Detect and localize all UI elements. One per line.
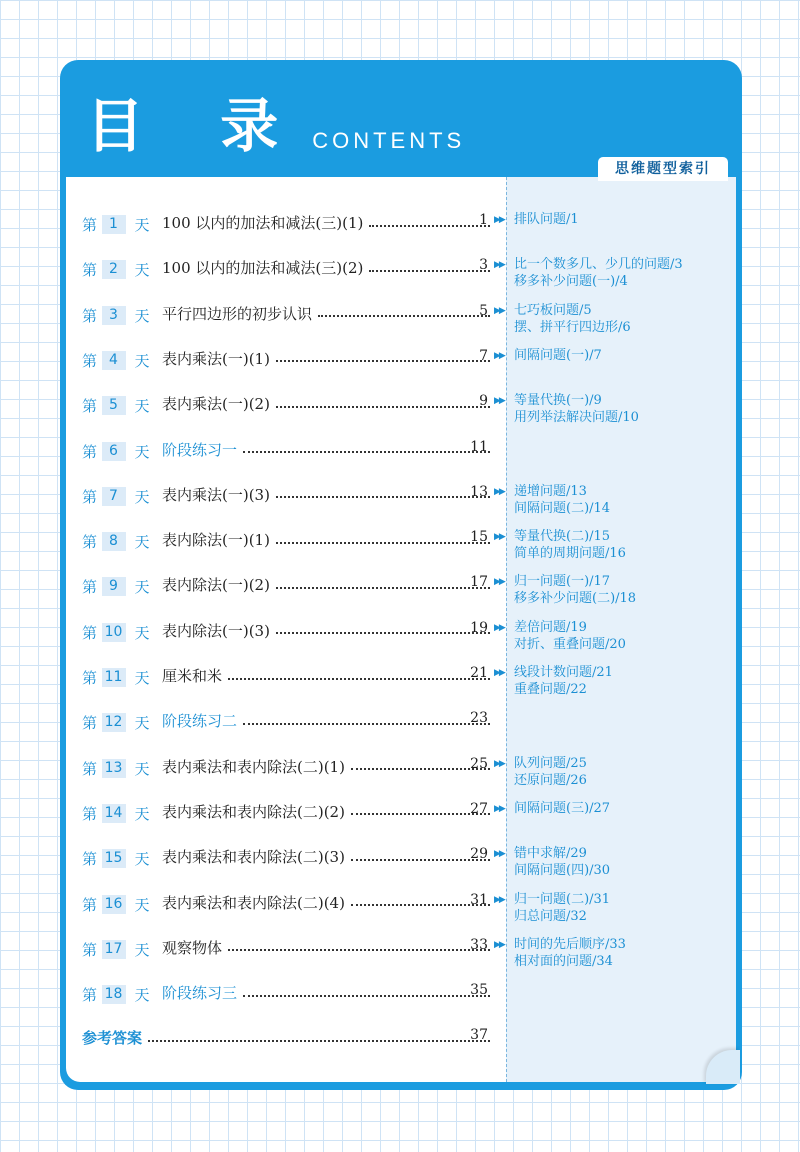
day-number: 5 <box>102 396 126 415</box>
problem-types <box>514 845 742 879</box>
day-number: 3 <box>102 306 126 325</box>
page-number: 35 <box>470 982 488 999</box>
toc-row[interactable] <box>82 929 742 969</box>
day-suffix: 天 <box>134 714 150 733</box>
lesson-title-text: 表内除法(一)(2) <box>162 576 270 595</box>
dot-leader <box>276 496 490 498</box>
double-arrow-icon: ▶▶ <box>494 939 504 950</box>
answers-row[interactable] <box>82 1019 742 1059</box>
day-suffix: 天 <box>134 442 150 461</box>
day-prefix: 第 <box>82 397 98 416</box>
day-number: 9 <box>102 577 126 596</box>
lesson-title <box>162 620 490 641</box>
lesson-title-text: 平行四边形的初步认识 <box>162 304 313 323</box>
double-arrow-icon: ▶▶ <box>494 486 504 497</box>
day-suffix: 天 <box>134 487 150 506</box>
lesson-title <box>162 439 490 460</box>
day-number: 12 <box>102 713 126 732</box>
toc-row[interactable] <box>82 793 742 833</box>
day-prefix: 第 <box>82 487 98 506</box>
day-prefix: 第 <box>82 351 98 370</box>
toc-row[interactable] <box>82 521 742 561</box>
lesson-title-text: 表内乘法和表内除法(二)(4) <box>162 893 345 912</box>
day-suffix: 天 <box>134 759 150 778</box>
double-arrow-icon: ▶▶ <box>494 803 504 814</box>
day-number: 6 <box>102 442 126 461</box>
page-number: 13 <box>470 483 488 500</box>
day-prefix: 第 <box>82 306 98 325</box>
day-prefix: 第 <box>82 940 98 959</box>
double-arrow-icon: ▶▶ <box>494 758 504 769</box>
problem-types <box>514 211 742 228</box>
dot-leader <box>276 587 490 589</box>
double-arrow-icon: ▶▶ <box>494 215 504 225</box>
lesson-title-text: 厘米和米 <box>162 667 223 685</box>
lesson-title-text: 表内乘法和表内除法(二)(1) <box>162 757 345 776</box>
lesson-title <box>162 484 490 505</box>
double-arrow-icon: ▶▶ <box>494 577 504 588</box>
double-arrow-icon: ▶▶ <box>494 350 504 361</box>
dot-leader <box>228 678 490 680</box>
day-number: 16 <box>102 895 126 914</box>
day-suffix: 天 <box>134 895 150 914</box>
lesson-title <box>162 937 490 958</box>
day-number: 8 <box>102 532 126 551</box>
toc-row[interactable] <box>82 657 742 697</box>
lesson-title-text: 表内除法(一)(1) <box>162 531 270 550</box>
problem-types <box>514 347 742 364</box>
day-label <box>82 259 150 280</box>
day-suffix: 天 <box>134 306 150 325</box>
problem-type-item[interactable]: 还原问题/26 <box>514 772 587 788</box>
problem-type-item[interactable]: 相对面的问题/34 <box>514 953 613 969</box>
title-subtitle: CONTENTS <box>312 128 466 153</box>
toc-row[interactable] <box>82 748 742 788</box>
day-prefix: 第 <box>82 261 98 280</box>
page-number: 37 <box>470 1027 488 1044</box>
day-suffix: 天 <box>134 397 150 416</box>
lesson-title <box>162 529 490 550</box>
day-label <box>82 803 150 824</box>
toc-row[interactable] <box>82 340 742 380</box>
title-main: 目 录 <box>86 92 307 160</box>
problem-type-item[interactable]: 重叠问题/22 <box>514 682 587 697</box>
problem-type-item[interactable]: 归一问题(二)/31 <box>514 891 611 907</box>
page-number: 17 <box>470 574 488 591</box>
problem-type-item[interactable]: 移多补少问题(二)/18 <box>514 591 637 607</box>
day-number: 7 <box>102 487 126 506</box>
problem-type-item[interactable]: 等量代换(一)/9 <box>514 393 602 409</box>
lesson-title-text: 表内乘法和表内除法(二)(2) <box>162 802 345 821</box>
dot-leader <box>148 1040 490 1042</box>
problem-type-item[interactable]: 差倍问题/19 <box>514 619 587 635</box>
lesson-title-text: 表内除法(一)(3) <box>162 621 270 640</box>
day-prefix: 第 <box>82 533 98 552</box>
day-suffix: 天 <box>134 940 150 959</box>
problem-type-item[interactable]: 队列问题/25 <box>514 755 587 771</box>
day-prefix: 第 <box>82 216 98 234</box>
toc-row[interactable] <box>82 385 742 425</box>
toc-row[interactable] <box>82 838 742 878</box>
problem-types <box>514 256 742 290</box>
lesson-title <box>162 892 490 913</box>
day-prefix: 第 <box>82 804 98 823</box>
day-suffix: 天 <box>134 623 150 642</box>
toc-row[interactable] <box>82 974 742 1014</box>
day-number: 15 <box>102 849 126 868</box>
problem-types <box>514 302 742 336</box>
lesson-title <box>162 348 490 369</box>
problem-types <box>514 891 742 925</box>
lesson-title-text: 观察物体 <box>162 938 223 957</box>
page-number: 21 <box>470 665 488 681</box>
problem-type-item[interactable]: 间隔问题(一)/7 <box>514 347 602 363</box>
day-prefix: 第 <box>82 669 98 687</box>
day-label <box>82 712 150 733</box>
problem-types <box>514 483 742 517</box>
page-number: 33 <box>470 936 488 953</box>
problem-type-item[interactable]: 间隔问题(二)/14 <box>514 500 611 516</box>
problem-type-item[interactable]: 线段计数问题/21 <box>514 665 613 680</box>
problem-type-item[interactable]: 归总问题/32 <box>514 908 587 924</box>
lesson-title <box>162 801 490 822</box>
answers-label: 参考答案 <box>82 1029 143 1048</box>
lesson-title <box>162 982 490 1003</box>
lesson-title-text: 100 以内的加法和减法(三)(2) <box>162 259 364 278</box>
day-prefix: 第 <box>82 895 98 914</box>
day-prefix: 第 <box>82 986 98 1005</box>
lesson-title <box>162 257 490 278</box>
problem-type-item[interactable]: 时间的先后顺序/33 <box>514 936 626 952</box>
page-number: 25 <box>470 755 488 772</box>
page-number: 1 <box>479 212 488 228</box>
double-arrow-icon: ▶▶ <box>494 532 504 543</box>
day-prefix: 第 <box>82 442 98 461</box>
dot-leader <box>243 995 490 997</box>
lesson-title <box>162 393 490 414</box>
double-arrow-icon: ▶▶ <box>494 260 504 271</box>
day-suffix: 天 <box>134 261 150 280</box>
lesson-title-text: 100 以内的加法和减法(三)(1) <box>162 214 364 232</box>
dot-leader <box>318 315 490 317</box>
day-number: 13 <box>102 759 126 778</box>
problem-types <box>514 528 742 562</box>
double-arrow-icon: ▶▶ <box>494 849 504 860</box>
problem-type-item[interactable]: 摆、拼平行四边形/6 <box>514 319 631 335</box>
day-suffix: 天 <box>134 986 150 1005</box>
day-label <box>82 622 150 643</box>
lesson-title <box>162 212 490 233</box>
problem-type-item[interactable]: 排队问题/1 <box>514 212 579 227</box>
double-arrow-icon: ▶▶ <box>494 622 504 633</box>
lesson-title <box>162 846 490 867</box>
day-prefix: 第 <box>82 578 98 597</box>
page-number: 23 <box>470 710 488 727</box>
day-label <box>82 758 150 779</box>
day-label <box>82 486 150 507</box>
problem-type-item[interactable]: 间隔问题(四)/30 <box>514 863 611 879</box>
lesson-title-text: 阶段练习二 <box>162 712 238 731</box>
day-number: 1 <box>102 215 126 234</box>
day-label <box>82 939 150 960</box>
toc-row[interactable] <box>82 612 742 652</box>
dot-leader <box>243 723 490 725</box>
lesson-title-text: 表内乘法(一)(2) <box>162 395 270 414</box>
double-arrow-icon: ▶▶ <box>494 396 504 407</box>
page-number: 19 <box>470 619 488 636</box>
problem-types <box>514 392 742 426</box>
toc-row[interactable] <box>82 431 742 471</box>
day-label <box>82 894 150 915</box>
problem-types <box>514 573 742 607</box>
day-label <box>82 305 150 326</box>
day-suffix: 天 <box>134 850 150 869</box>
toc-row[interactable] <box>82 566 742 606</box>
problem-types <box>514 936 742 970</box>
day-suffix: 天 <box>134 669 150 687</box>
problem-type-item[interactable]: 七巧板问题/5 <box>514 302 592 318</box>
lesson-title-text: 表内乘法(一)(3) <box>162 485 270 504</box>
day-prefix: 第 <box>82 714 98 733</box>
problem-type-item[interactable]: 简单的周期问题/16 <box>514 546 626 562</box>
lesson-title <box>162 303 490 324</box>
toc-row[interactable] <box>82 702 742 742</box>
day-prefix: 第 <box>82 850 98 869</box>
problem-index-tab: 思维题型索引 <box>598 157 728 181</box>
day-number: 17 <box>102 940 126 959</box>
dot-leader <box>276 632 490 634</box>
lesson-title-text: 表内乘法和表内除法(二)(3) <box>162 848 345 867</box>
day-suffix: 天 <box>134 804 150 823</box>
toc-row[interactable] <box>82 204 742 244</box>
lesson-title <box>162 574 490 595</box>
toc-row[interactable] <box>82 884 742 924</box>
day-number: 11 <box>102 668 126 687</box>
answers-entry <box>82 1027 490 1048</box>
dot-leader <box>243 451 490 453</box>
lesson-title <box>162 710 490 731</box>
dot-leader <box>276 406 490 408</box>
problem-type-item[interactable]: 间隔问题(三)/27 <box>514 800 611 816</box>
page-number: 11 <box>470 438 488 455</box>
dot-leader <box>228 949 490 951</box>
day-number: 18 <box>102 985 126 1004</box>
day-label <box>82 576 150 597</box>
day-label <box>82 667 150 688</box>
problem-type-item[interactable]: 用列举法解决问题/10 <box>514 410 639 426</box>
day-suffix: 天 <box>134 533 150 552</box>
lesson-title-text: 表内乘法(一)(1) <box>162 349 270 368</box>
page-number: 3 <box>479 257 488 274</box>
page-number: 9 <box>479 393 488 410</box>
page-number: 31 <box>470 891 488 908</box>
problem-type-item[interactable]: 等量代换(二)/15 <box>514 529 611 545</box>
day-prefix: 第 <box>82 759 98 778</box>
day-suffix: 天 <box>134 351 150 370</box>
page-number: 5 <box>479 302 488 319</box>
day-label <box>82 848 150 869</box>
day-number: 4 <box>102 351 126 370</box>
problem-types <box>514 755 742 789</box>
toc-row[interactable] <box>82 249 742 289</box>
day-label <box>82 441 150 462</box>
problem-type-item[interactable]: 比一个数多几、少几的问题/3 <box>514 257 683 273</box>
problem-type-item[interactable]: 递增问题/13 <box>514 483 587 499</box>
day-label <box>82 531 150 552</box>
problem-types <box>514 800 742 817</box>
lesson-title <box>162 756 490 777</box>
day-label <box>82 984 150 1005</box>
problem-type-item[interactable]: 移多补少问题(一)/4 <box>514 274 628 290</box>
problem-type-item[interactable]: 错中求解/29 <box>514 846 587 862</box>
lesson-title <box>162 665 490 686</box>
problem-type-item[interactable]: 对折、重叠问题/20 <box>514 636 626 652</box>
toc-row[interactable] <box>82 476 742 516</box>
dot-leader <box>276 360 490 362</box>
problem-types <box>514 664 742 698</box>
page-number: 27 <box>470 800 488 817</box>
page-number: 29 <box>470 846 488 863</box>
double-arrow-icon: ▶▶ <box>494 894 504 905</box>
double-arrow-icon: ▶▶ <box>494 668 504 678</box>
day-suffix: 天 <box>134 578 150 597</box>
page-title <box>86 92 466 160</box>
page-number: 15 <box>470 529 488 546</box>
problem-type-item[interactable]: 归一问题(一)/17 <box>514 574 611 590</box>
day-number: 14 <box>102 804 126 823</box>
lesson-title-text: 阶段练习一 <box>162 440 238 459</box>
day-suffix: 天 <box>134 216 150 234</box>
dot-leader <box>276 542 490 544</box>
page-number: 7 <box>479 347 488 364</box>
day-label <box>82 395 150 416</box>
day-number: 2 <box>102 260 126 279</box>
lesson-title-text: 阶段练习三 <box>162 984 238 1003</box>
problem-types <box>514 619 742 653</box>
day-label <box>82 350 150 371</box>
day-label <box>82 214 150 235</box>
day-number: 10 <box>102 623 126 642</box>
double-arrow-icon: ▶▶ <box>494 305 504 316</box>
toc-row[interactable] <box>82 295 742 335</box>
day-prefix: 第 <box>82 623 98 642</box>
